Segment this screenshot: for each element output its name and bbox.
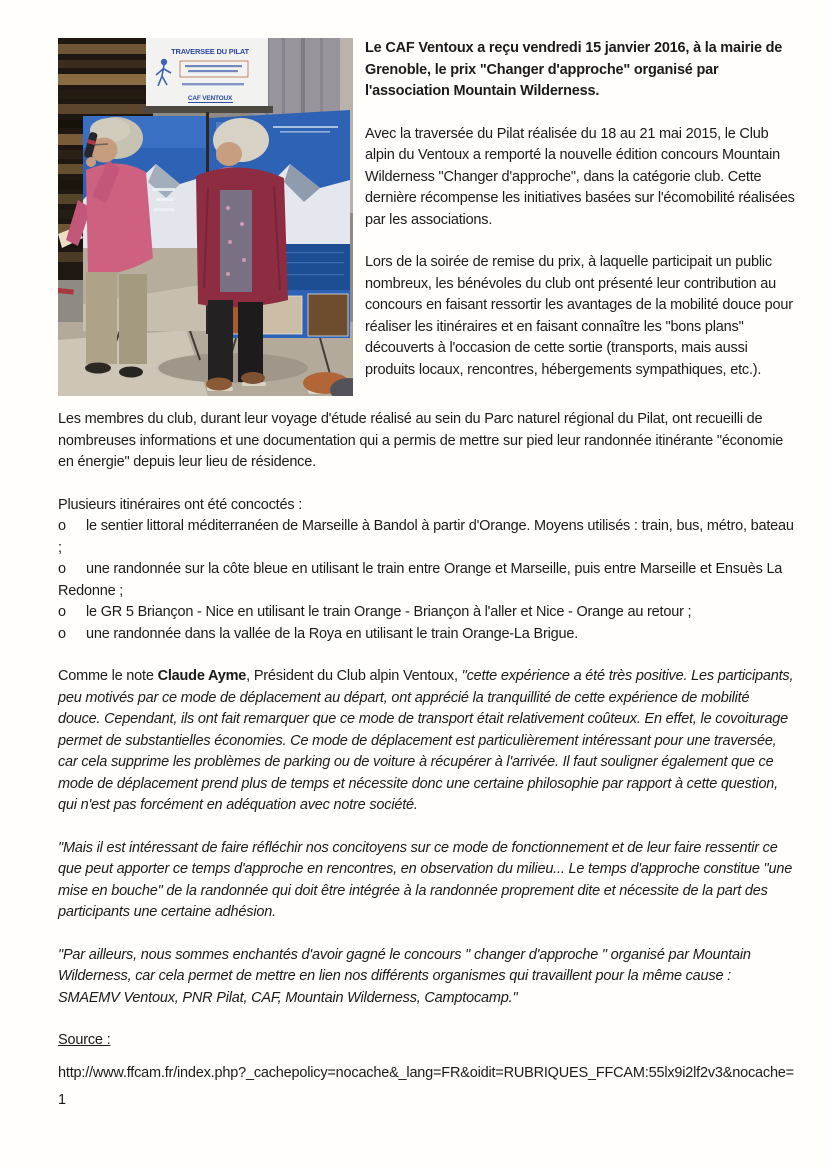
list-bullet: o <box>58 604 66 620</box>
paragraph-award: Avec la traversée du Pilat réalisée du 18 au 21 mai 2015, le Club alpin du Ventoux a remporté la nouvelle édition concours Mountain Wilderness "Changer d'approche", dans la catégorie club. Cette dernière récompense les initiatives basées sur l'écomobilité réalisées par les associations. <box>365 125 795 228</box>
itinerary-item <box>58 624 795 646</box>
person-name: Claude Ayme <box>157 668 247 684</box>
paragraph-quote-3: "Par ailleurs, nous sommes enchantés d'avoir gagné le concours " changer d'approche " organisé par Mountain Wilderness, car cela permet de mettre en lien nos différents organismes qui travaillent pour la même cause : SMAEMV Ventoux, PNR Pilat, CAF, Mountain Wilderness, Camptocamp." <box>58 946 751 1006</box>
itinerary-text: le sentier littoral méditerranéen de Marseille à Bandol à partir d'Orange. Moyens utilisés : train, bus, métro, bateau ; <box>58 518 794 556</box>
quote-lead: Comme le note <box>58 668 158 684</box>
paragraph-members: Les membres du club, durant leur voyage d'étude réalisé au sein du Parc naturel régional du Pilat, ont recueilli de nombreuses informations et une documentation qui a permis de mettre sur pied leur randonnée itinérante "économie en énergie" depuis leur lieu de résidence. <box>58 411 784 470</box>
itineraries-list <box>58 516 795 645</box>
event-photo <box>58 38 353 396</box>
source-block <box>58 1030 795 1052</box>
paragraph-quote-1 <box>58 666 795 817</box>
projection-screen <box>143 38 273 113</box>
list-intro: Plusieurs itinéraires ont été concoctés : <box>58 496 303 513</box>
slide-footer: CAF VENTOUX <box>187 95 233 102</box>
quote-text: "cette expérience a été très positive. Les participants, peu motivés par ce mode de déplacement au départ, ont apprécié la tranquillité de cette expérience de mobilité douce. Cependant, ils ont fait remarquer que ce mode de transport était relativement coûteux. En effet, le covoiturage permet de substantielles économies. Ce mode de déplacement est particulièrement intéressant pour une traversée, car cela supprime les problèmes de parking ou de voiture à récupérer à l'arrivée. Il faut souligner également que ce mode de déplacement prend plus de temps et nécessite donc une certaine philosophie par rapport à cette question, qui n'est pas forcément en adéquation avec notre société. <box>58 668 794 813</box>
itinerary-text: une randonnée sur la côte bleue en utilisant le train entre Orange et Marseille, puis entre Marseille et Ensuès La Redonne ; <box>58 561 783 599</box>
article-body <box>58 409 795 1114</box>
list-bullet: o <box>58 518 66 534</box>
list-bullet: o <box>58 625 66 642</box>
intro-heading: Le CAF Ventoux a reçu vendredi 15 janvier 2016, à la mairie de Grenoble, le prix "Changer d'approche" organisé par l'association Mountain Wilderness. <box>365 40 783 99</box>
source-url[interactable]: http://www.ffcam.fr/index.php?_cachepolicy=nocache&_lang=FR&oidit=RUBRIQUES_FFCAM:55lx9i2lf2v3&nocache=1 <box>58 1064 794 1108</box>
itinerary-text: une randonnée dans la vallée de la Roya en utilisant le train Orange-La Brigue. <box>86 625 579 642</box>
intro-section <box>58 38 795 402</box>
itinerary-item <box>58 602 795 624</box>
itinerary-text: le GR 5 Briançon - Nice en utilisant le train Orange - Briançon à l'aller et Nice - Orange au retour ; <box>86 604 692 620</box>
paragraph-quote-2: "Mais il est intéressant de faire réfléchir nos concitoyens sur ce mode de fonctionnement et de leur faire ressentir ce que peut apporter ce temps d'approche en rencontres, en observation du milieu... Le temps d'approche constitue "une mise en bouche" de la randonnée qui doit être intégrée à la randonnée proprement dite et nécessite de la part des participants une certaine adhésion. <box>58 839 793 920</box>
slide-title: TRAVERSEE DU PILAT <box>171 47 249 56</box>
itinerary-item <box>58 559 795 602</box>
quote-lead-rest: , Président du Club alpin Ventoux, <box>246 668 462 684</box>
intro-column <box>365 38 795 402</box>
source-label: Source : <box>58 1032 111 1048</box>
itinerary-item <box>58 516 795 559</box>
paragraph-ceremony: Lors de la soirée de remise du prix, à laquelle participait un public nombreux, les bénévoles du club ont présenté leur contribution au concours en faisant ressortir les avantages de la mobilité douce pour réaliser les itinéraires et en faisant connaître les "bons plans" découverts à l'occasion de cette sortie (transports, mais aussi produits locaux, rencontres, hébergements sympathiques, etc.). <box>365 254 793 378</box>
list-bullet: o <box>58 561 66 577</box>
event-photo-illustration <box>58 38 353 396</box>
